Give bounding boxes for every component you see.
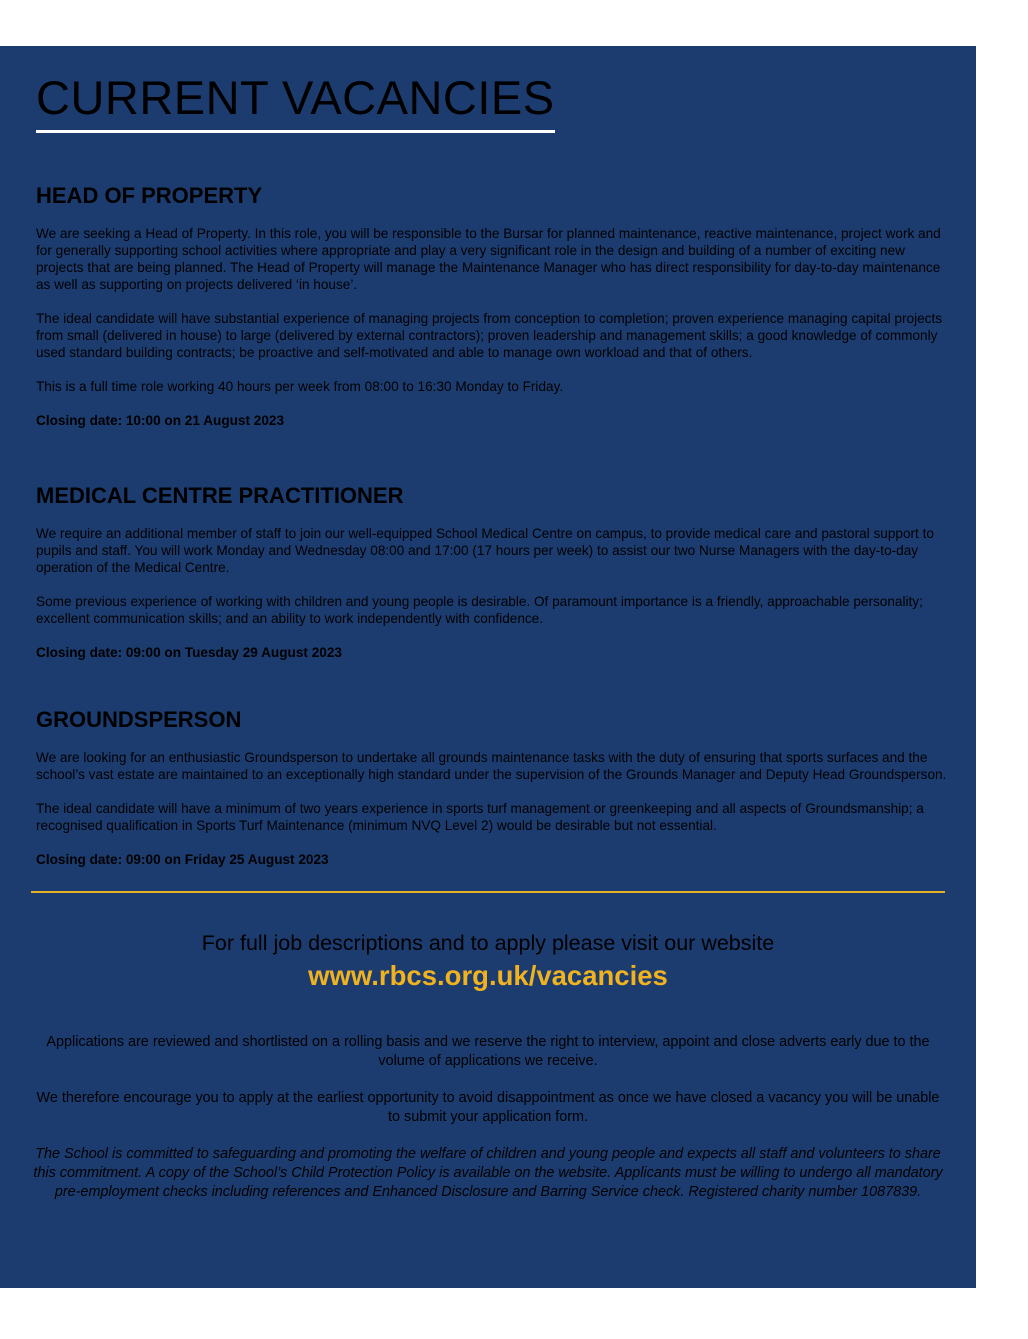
- job-description: We require an additional member of staff to join our well-equipped School Medical Centre on campus, to provide medical care and pastoral support to pupils and staff. You will work Monday and Wednesday 08:00 and 17:00 (17 hours per week) to assist our two Nurse Managers with the day-to-day operation of the Medical Centre.: [36, 526, 934, 575]
- vacancies-url-link[interactable]: www.rbcs.org.uk/vacancies: [308, 960, 668, 991]
- apply-footer: [30, 929, 946, 1202]
- job-groundsperson: [36, 707, 948, 885]
- job-title: MEDICAL CENTRE PRACTITIONER: [36, 483, 404, 508]
- job-description: We are seeking a Head of Property. In this role, you will be responsible to the Bursar for planned maintenance, reactive maintenance, project work and for generally supporting school activities where appropriate and play a very significant role in the design and building of a number of exciting new projects that are being planned. The Head of Property will manage the Maintenance Manager who has direct responsibility for day-to-day maintenance as well as supporting on projects delivered ‘in house’.: [36, 226, 941, 292]
- closing-date: Closing date: 10:00 on 21 August 2023: [36, 413, 285, 428]
- apply-lead-text: For full job descriptions and to apply please visit our website: [201, 931, 775, 955]
- job-requirements: Some previous experience of working with children and young people is desirable. Of paramount importance is a friendly, approachable personality; excellent communication skills; and an ability to work independently with confidence.: [36, 594, 923, 626]
- job-requirements: The ideal candidate will have a minimum of two years experience in sports turf management or greenkeeping and all aspects of Groundsmanship; a recognised qualification in Sports Turf Maintenance (minimum NVQ Level 2) would be desirable but not essential.: [36, 801, 924, 833]
- closing-date: Closing date: 09:00 on Friday 25 August 2023: [36, 852, 329, 867]
- job-title: HEAD OF PROPERTY: [36, 183, 263, 208]
- job-requirements: The ideal candidate will have substantial experience of managing projects from conception to completion; proven experience managing capital projects from small (delivered in house) to large (delivered by external contractors); proven leadership and management skills; a good knowledge of commonly used standard building contracts; be proactive and self-motivated and able to manage own workload and that of others.: [36, 311, 943, 360]
- gold-divider: [31, 891, 945, 893]
- job-head-of-property: [36, 183, 948, 446]
- job-title: GROUNDSPERSON: [36, 707, 242, 732]
- safeguarding-statement: The School is committed to safeguarding and promoting the welfare of children and young people and expects all staff and volunteers to share this commitment. A copy of the School’s Child Protection Policy is available on the website. Applicants must be willing to undergo all mandatory pre-employment checks including references and Enhanced Disclosure and Barring Service check. Registered charity number 1087839.: [33, 1146, 943, 1200]
- job-hours: This is a full time role working 40 hours per week from 08:00 to 16:30 Monday to Friday.: [36, 379, 564, 394]
- apply-early-note: We therefore encourage you to apply at the earliest opportunity to avoid disappointment as once we have closed a vacancy you will be unable to submit your application form.: [36, 1090, 940, 1125]
- job-description: We are looking for an enthusiastic Groundsperson to undertake all grounds maintenance tasks with the duty of ensuring that sports surfaces and the school’s vast estate are maintained to an exceptionally high standard under the supervision of the Grounds Manager and Deputy Head Groundsperson.: [36, 750, 947, 782]
- job-medical-centre-practitioner: [36, 483, 948, 678]
- closing-date: Closing date: 09:00 on Tuesday 29 August 2023: [36, 645, 342, 660]
- rolling-basis-note: Applications are reviewed and shortlisted on a rolling basis and we reserve the right to interview, appoint and close adverts early due to the volume of applications we receive.: [46, 1034, 930, 1069]
- page-title: CURRENT VACANCIES: [36, 70, 555, 133]
